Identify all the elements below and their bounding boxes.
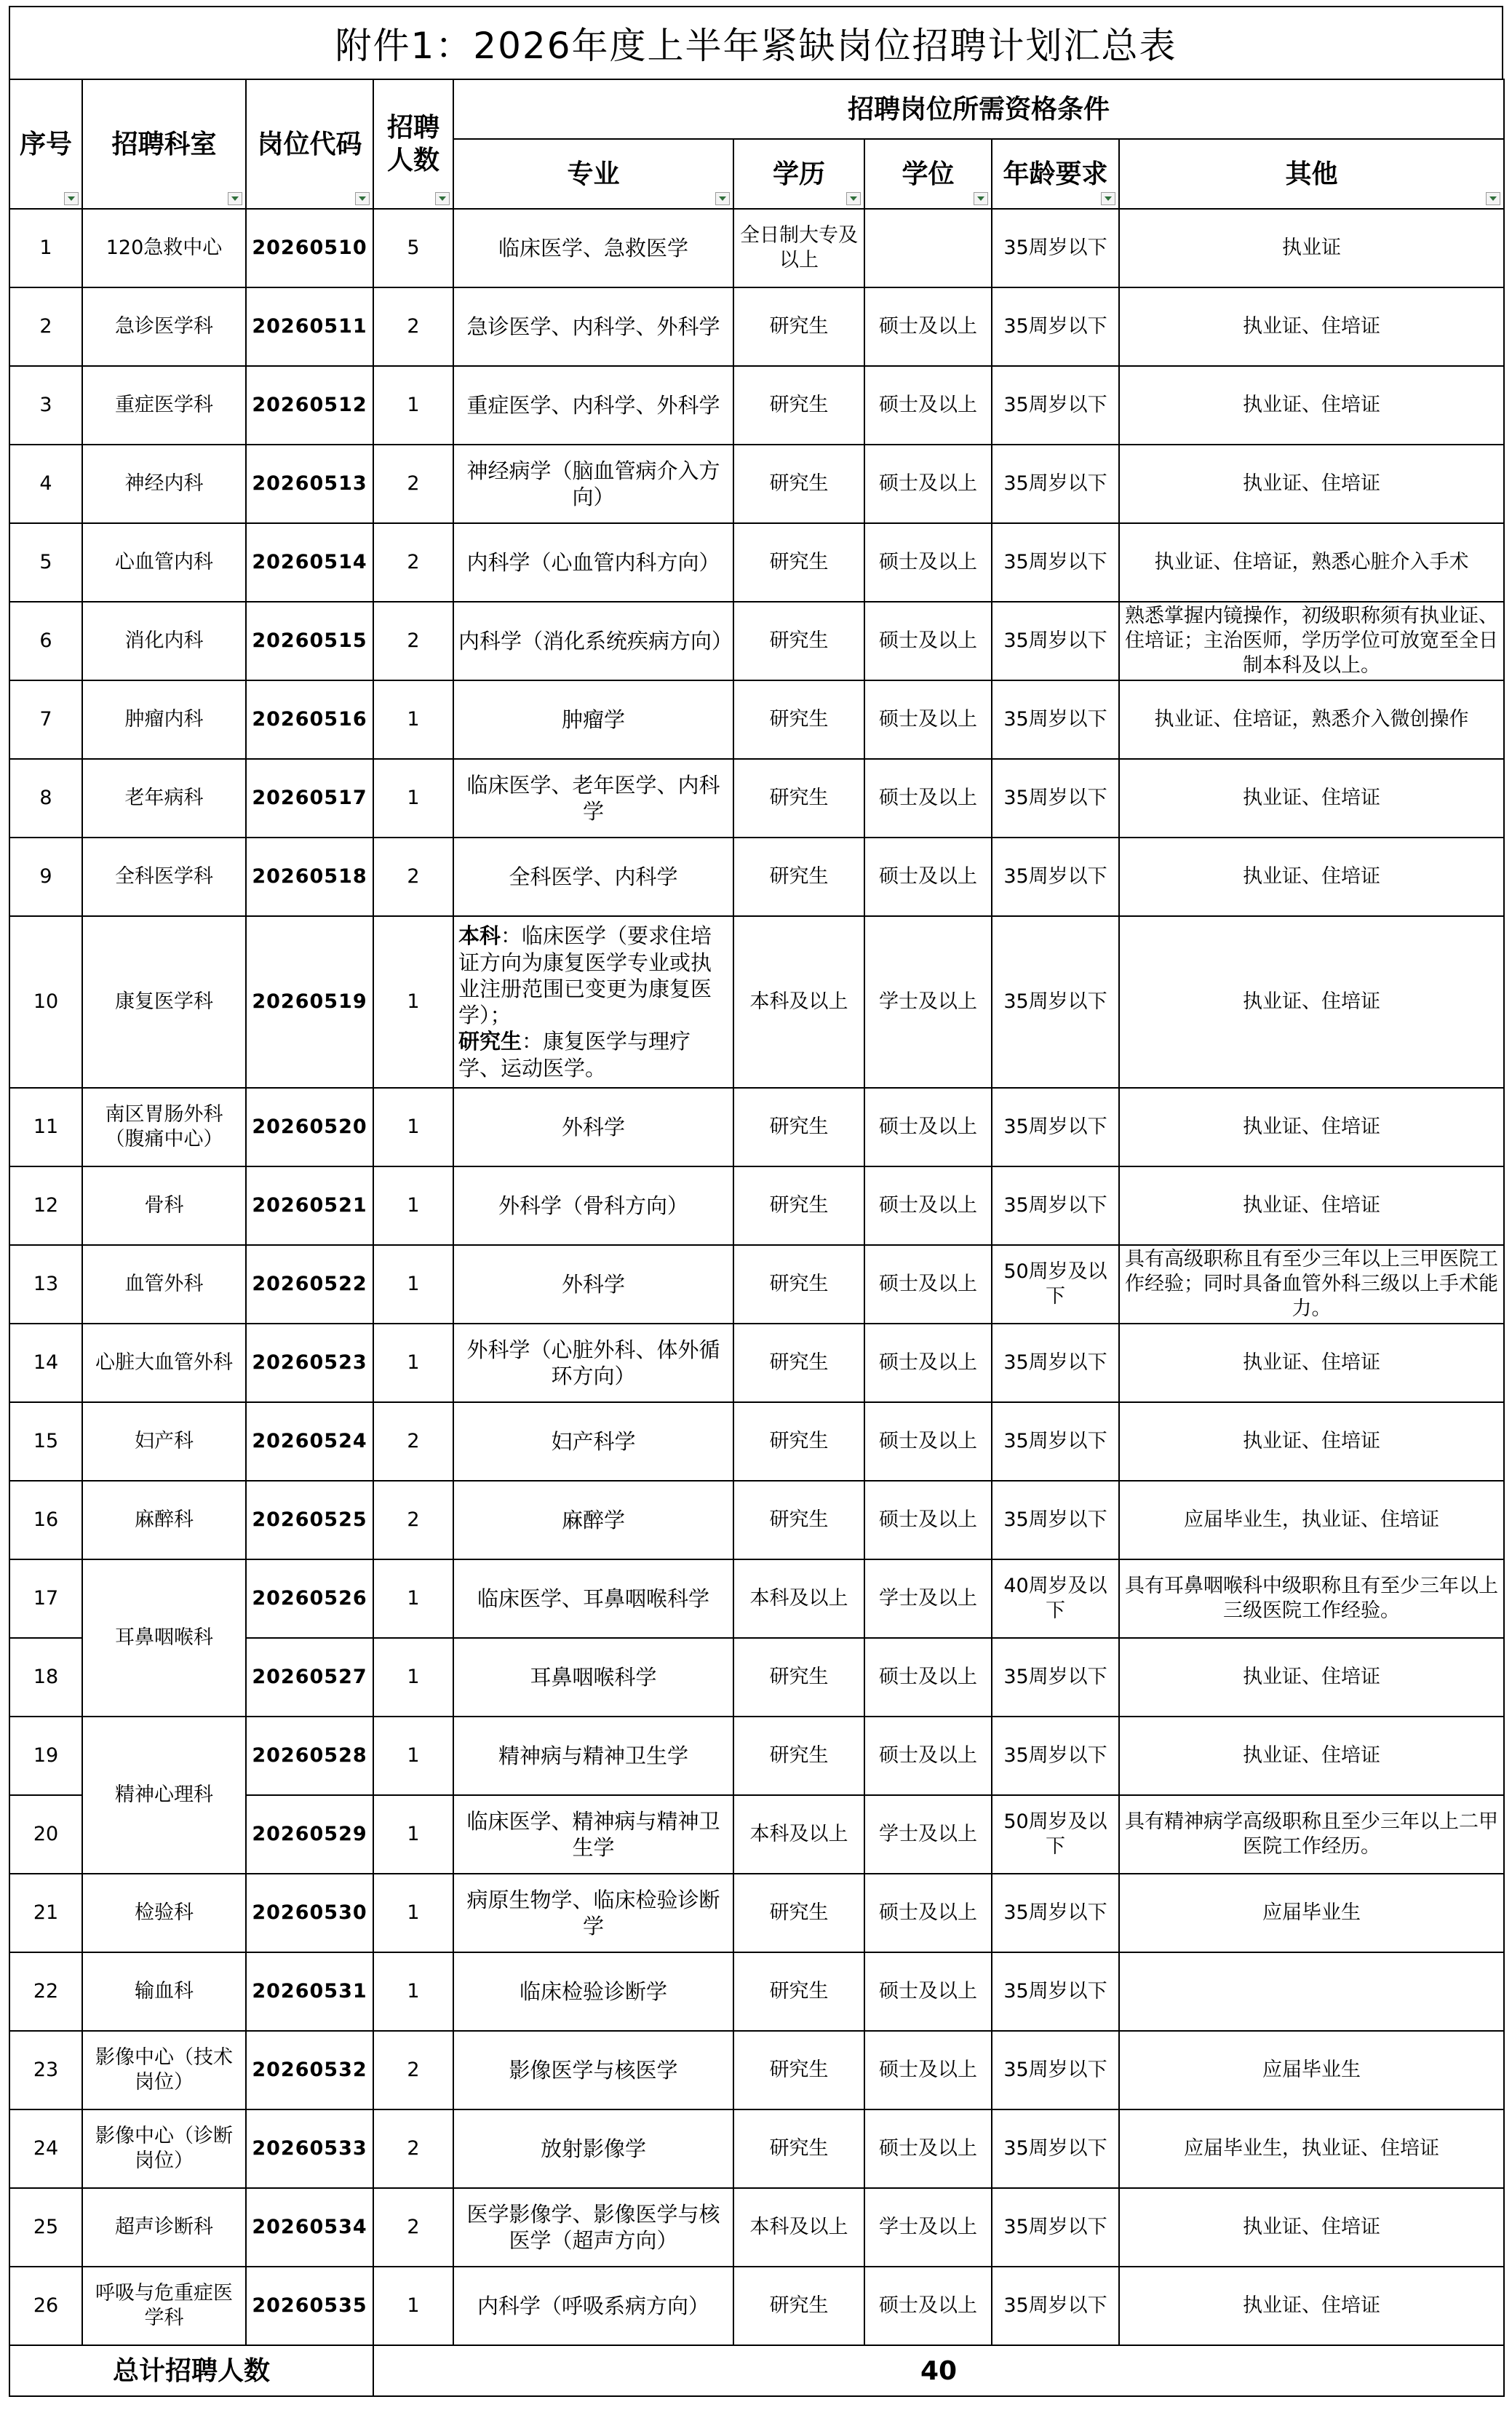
cell-age: 35周岁以下: [992, 1324, 1119, 1402]
cell-dept: 南区胃肠外科（腹痛中心）: [82, 1088, 246, 1166]
cell-degree: 硕士及以上: [864, 1402, 992, 1481]
cell-dept: 消化内科: [82, 602, 246, 680]
header-dept[interactable]: 招聘科室: [82, 79, 246, 209]
cell-degree: 硕士及以上: [864, 759, 992, 838]
cell-major: 放射影像学: [453, 2109, 733, 2188]
cell-degree: 学士及以上: [864, 916, 992, 1088]
cell-age: 35周岁以下: [992, 523, 1119, 602]
major-label-postgrad: 研究生: [458, 1029, 522, 1054]
cell-other: 执业证、住培证: [1119, 1638, 1504, 1717]
cell-dept: 120急救中心: [82, 209, 246, 287]
table-row: [9, 1874, 1504, 1952]
cell-dept: 妇产科: [82, 1402, 246, 1481]
cell-age: 35周岁以下: [992, 1088, 1119, 1166]
header-education[interactable]: 学历: [733, 139, 864, 209]
table-row: [9, 1481, 1504, 1559]
table-row: [9, 916, 1504, 1088]
cell-education: 研究生: [733, 1324, 864, 1402]
cell-age: 35周岁以下: [992, 366, 1119, 445]
cell-count: 2: [373, 1402, 453, 1481]
cell-age: 35周岁以下: [992, 287, 1119, 366]
cell-code: 20260522: [246, 1245, 373, 1324]
cell-other: 执业证、住培证: [1119, 1402, 1504, 1481]
cell-major: 医学影像学、影像医学与核医学（超声方向）: [453, 2188, 733, 2267]
filter-dropdown-icon[interactable]: [846, 192, 861, 205]
cell-other: 执业证、住培证: [1119, 1717, 1504, 1795]
cell-count: 2: [373, 602, 453, 680]
table-row: [9, 445, 1504, 523]
header-seq[interactable]: 序号: [9, 79, 82, 209]
cell-major: 临床医学、老年医学、内科学: [453, 759, 733, 838]
cell-major: 急诊医学、内科学、外科学: [453, 287, 733, 366]
cell-age: 50周岁及以下: [992, 1795, 1119, 1874]
table-row: [9, 1324, 1504, 1402]
cell-degree: 硕士及以上: [864, 1717, 992, 1795]
cell-code: 20260526: [246, 1559, 373, 1638]
cell-education: 研究生: [733, 1717, 864, 1795]
cell-other: 应届毕业生: [1119, 2031, 1504, 2109]
cell-seq: 24: [9, 2109, 82, 2188]
cell-count: 1: [373, 1795, 453, 1874]
cell-dept: 影像中心（诊断岗位）: [82, 2109, 246, 2188]
cell-other: 应届毕业生，执业证、住培证: [1119, 1481, 1504, 1559]
cell-degree: 硕士及以上: [864, 1481, 992, 1559]
cell-education: 本科及以上: [733, 2188, 864, 2267]
cell-count: 2: [373, 2031, 453, 2109]
cell-age: 35周岁以下: [992, 2031, 1119, 2109]
cell-code: 20260532: [246, 2031, 373, 2109]
cell-degree: 硕士及以上: [864, 1952, 992, 2031]
cell-major: 外科学: [453, 1088, 733, 1166]
cell-education: 本科及以上: [733, 916, 864, 1088]
cell-count: 2: [373, 2188, 453, 2267]
cell-seq: 1: [9, 209, 82, 287]
cell-degree: 硕士及以上: [864, 1638, 992, 1717]
cell-count: 1: [373, 916, 453, 1088]
cell-dept: 血管外科: [82, 1245, 246, 1324]
cell-degree: 学士及以上: [864, 2188, 992, 2267]
cell-dept: 影像中心（技术岗位）: [82, 2031, 246, 2109]
header-other[interactable]: 其他: [1119, 139, 1504, 209]
table-row: [9, 1166, 1504, 1245]
cell-dept: 重症医学科: [82, 366, 246, 445]
cell-code: 20260524: [246, 1402, 373, 1481]
cell-major: 临床医学、耳鼻咽喉科学: [453, 1559, 733, 1638]
cell-seq: 9: [9, 838, 82, 916]
cell-education: 研究生: [733, 1481, 864, 1559]
cell-education: 研究生: [733, 445, 864, 523]
cell-count: 2: [373, 1481, 453, 1559]
cell-count: 1: [373, 366, 453, 445]
cell-seq: 7: [9, 680, 82, 759]
cell-other: 执业证、住培证: [1119, 366, 1504, 445]
cell-code: 20260534: [246, 2188, 373, 2267]
cell-degree: 硕士及以上: [864, 2109, 992, 2188]
cell-age: 35周岁以下: [992, 1481, 1119, 1559]
total-label: 总计招聘人数: [9, 2345, 373, 2396]
cell-other: 执业证、住培证，熟悉介入微创操作: [1119, 680, 1504, 759]
cell-count: 2: [373, 2109, 453, 2188]
cell-age: 35周岁以下: [992, 1717, 1119, 1795]
cell-seq: 25: [9, 2188, 82, 2267]
filter-dropdown-icon[interactable]: [715, 192, 730, 205]
cell-major: 神经病学（脑血管病介入方向）: [453, 445, 733, 523]
cell-seq: 10: [9, 916, 82, 1088]
filter-dropdown-icon[interactable]: [435, 192, 450, 205]
cell-other: 执业证、住培证: [1119, 1088, 1504, 1166]
cell-count: 2: [373, 287, 453, 366]
major-text-postgrad: ：康复医学与理疗学、运动医学。: [458, 1029, 691, 1081]
cell-age: 35周岁以下: [992, 1402, 1119, 1481]
cell-dept: 骨科: [82, 1166, 246, 1245]
cell-major: 临床医学、急救医学: [453, 209, 733, 287]
cell-seq: 20: [9, 1795, 82, 1874]
cell-age: 35周岁以下: [992, 680, 1119, 759]
cell-degree: 硕士及以上: [864, 1874, 992, 1952]
cell-count: 2: [373, 838, 453, 916]
cell-major: [453, 916, 733, 1088]
cell-degree: 硕士及以上: [864, 1166, 992, 1245]
cell-education: 研究生: [733, 1088, 864, 1166]
cell-code: 20260518: [246, 838, 373, 916]
cell-code: 20260529: [246, 1795, 373, 1874]
cell-seq: 3: [9, 366, 82, 445]
cell-degree: 硕士及以上: [864, 445, 992, 523]
cell-dept: 检验科: [82, 1874, 246, 1952]
cell-age: 35周岁以下: [992, 445, 1119, 523]
header-count[interactable]: 招聘人数: [373, 79, 453, 209]
cell-education: 研究生: [733, 2109, 864, 2188]
cell-major: 精神病与精神卫生学: [453, 1717, 733, 1795]
cell-code: 20260531: [246, 1952, 373, 2031]
cell-education: 研究生: [733, 1952, 864, 2031]
table-row: [9, 1088, 1504, 1166]
sheet-title: 附件1：2026年度上半年紧缺岗位招聘计划汇总表: [9, 6, 1503, 80]
cell-age: 40周岁及以下: [992, 1559, 1119, 1638]
cell-major: 影像医学与核医学: [453, 2031, 733, 2109]
cell-education: 研究生: [733, 2031, 864, 2109]
cell-education: 研究生: [733, 838, 864, 916]
cell-code: 20260533: [246, 2109, 373, 2188]
cell-seq: 2: [9, 287, 82, 366]
table-row: [9, 2031, 1504, 2109]
table-row: [9, 680, 1504, 759]
cell-degree: 硕士及以上: [864, 1324, 992, 1402]
table-row: [9, 366, 1504, 445]
cell-dept: 心脏大血管外科: [82, 1324, 246, 1402]
table-row: [9, 759, 1504, 838]
cell-seq: 26: [9, 2267, 82, 2345]
cell-education: 研究生: [733, 759, 864, 838]
cell-code: 20260512: [246, 366, 373, 445]
cell-age: 35周岁以下: [992, 209, 1119, 287]
cell-code: 20260511: [246, 287, 373, 366]
cell-other: 具有耳鼻咽喉科中级职称且有至少三年以上三级医院工作经验。: [1119, 1559, 1504, 1638]
table-row: [9, 209, 1504, 287]
cell-count: 1: [373, 1245, 453, 1324]
cell-major: 临床医学、精神病与精神卫生学: [453, 1795, 733, 1874]
cell-dept: 超声诊断科: [82, 2188, 246, 2267]
cell-code: 20260517: [246, 759, 373, 838]
cell-age: 35周岁以下: [992, 2267, 1119, 2345]
cell-education: 全日制大专及以上: [733, 209, 864, 287]
cell-age: 35周岁以下: [992, 916, 1119, 1088]
cell-other: 执业证、住培证: [1119, 1166, 1504, 1245]
table-row: [9, 1717, 1504, 1795]
cell-education: 研究生: [733, 1874, 864, 1952]
table-row: [9, 2188, 1504, 2267]
cell-age: 50周岁及以下: [992, 1245, 1119, 1324]
cell-count: 2: [373, 523, 453, 602]
cell-major: 妇产科学: [453, 1402, 733, 1481]
table-row: [9, 2109, 1504, 2188]
cell-degree: 硕士及以上: [864, 2031, 992, 2109]
cell-major: 病原生物学、临床检验诊断学: [453, 1874, 733, 1952]
header-major[interactable]: 专业: [453, 139, 733, 209]
header-code[interactable]: 岗位代码: [246, 79, 373, 209]
cell-code: 20260527: [246, 1638, 373, 1717]
cell-count: 1: [373, 1717, 453, 1795]
cell-count: 1: [373, 680, 453, 759]
cell-seq: 16: [9, 1481, 82, 1559]
header-age[interactable]: 年龄要求: [992, 139, 1119, 209]
table-row: [9, 1559, 1504, 1638]
cell-other: 应届毕业生，执业证、住培证: [1119, 2109, 1504, 2188]
cell-age: 35周岁以下: [992, 2188, 1119, 2267]
cell-education: 研究生: [733, 1166, 864, 1245]
cell-education: 研究生: [733, 1638, 864, 1717]
cell-other: 执业证、住培证: [1119, 759, 1504, 838]
cell-education: 本科及以上: [733, 1559, 864, 1638]
cell-degree: 硕士及以上: [864, 366, 992, 445]
major-text-undergrad: ：临床医学（要求住培证方向为康复医学专业或执业注册范围已变更为康复医学）；: [458, 923, 712, 1027]
major-label-undergrad: 本科: [458, 923, 501, 949]
cell-dept: 肿瘤内科: [82, 680, 246, 759]
cell-major: 重症医学、内科学、外科学: [453, 366, 733, 445]
cell-dept: 呼吸与危重症医学科: [82, 2267, 246, 2345]
cell-other: 执业证、住培证: [1119, 2267, 1504, 2345]
cell-seq: 12: [9, 1166, 82, 1245]
recruitment-table: [9, 79, 1505, 2397]
cell-code: 20260515: [246, 602, 373, 680]
header-degree[interactable]: 学位: [864, 139, 992, 209]
cell-code: 20260530: [246, 1874, 373, 1952]
cell-seq: 6: [9, 602, 82, 680]
cell-education: 研究生: [733, 602, 864, 680]
cell-education: 研究生: [733, 523, 864, 602]
cell-major: 内科学（消化系统疾病方向）: [453, 602, 733, 680]
cell-other: 执业证、住培证: [1119, 838, 1504, 916]
filter-dropdown-icon[interactable]: [1101, 192, 1115, 205]
cell-seq: 14: [9, 1324, 82, 1402]
cell-other: 执业证: [1119, 209, 1504, 287]
cell-degree: 硕士及以上: [864, 523, 992, 602]
cell-degree: 学士及以上: [864, 1795, 992, 1874]
cell-education: 研究生: [733, 680, 864, 759]
cell-seq: 13: [9, 1245, 82, 1324]
filter-dropdown-icon[interactable]: [1486, 192, 1500, 205]
cell-major: 内科学（呼吸系病方向）: [453, 2267, 733, 2345]
cell-code: 20260514: [246, 523, 373, 602]
cell-education: 研究生: [733, 287, 864, 366]
cell-count: 1: [373, 1324, 453, 1402]
cell-seq: 8: [9, 759, 82, 838]
cell-education: 研究生: [733, 1245, 864, 1324]
cell-seq: 5: [9, 523, 82, 602]
total-value: 40: [373, 2345, 1504, 2396]
cell-code: 20260520: [246, 1088, 373, 1166]
cell-other: 应届毕业生: [1119, 1874, 1504, 1952]
cell-other: 熟悉掌握内镜操作，初级职称须有执业证、住培证；主治医师，学历学位可放宽至全日制本科及以上。: [1119, 602, 1504, 680]
cell-other: 执业证、住培证: [1119, 1324, 1504, 1402]
cell-dept: 老年病科: [82, 759, 246, 838]
cell-education: 研究生: [733, 2267, 864, 2345]
cell-code: 20260513: [246, 445, 373, 523]
cell-code: 20260528: [246, 1717, 373, 1795]
cell-major: 临床检验诊断学: [453, 1952, 733, 2031]
cell-count: 1: [373, 759, 453, 838]
cell-major: 内科学（心血管内科方向）: [453, 523, 733, 602]
cell-major: 肿瘤学: [453, 680, 733, 759]
table-row: [9, 602, 1504, 680]
cell-count: 5: [373, 209, 453, 287]
cell-count: 1: [373, 1166, 453, 1245]
cell-age: 35周岁以下: [992, 1166, 1119, 1245]
cell-seq: 18: [9, 1638, 82, 1717]
cell-major: 耳鼻咽喉科学: [453, 1638, 733, 1717]
table-row: [9, 287, 1504, 366]
cell-dept: 精神心理科: [82, 1717, 246, 1874]
cell-major: 外科学（心脏外科、体外循环方向）: [453, 1324, 733, 1402]
cell-dept: 心血管内科: [82, 523, 246, 602]
cell-age: 35周岁以下: [992, 838, 1119, 916]
cell-other: 具有高级职称且有至少三年以上三甲医院工作经验；同时具备血管外科三级以上手术能力。: [1119, 1245, 1504, 1324]
cell-major: 全科医学、内科学: [453, 838, 733, 916]
cell-age: 35周岁以下: [992, 1874, 1119, 1952]
cell-degree: 硕士及以上: [864, 1088, 992, 1166]
total-row: [9, 2345, 1504, 2396]
cell-major: 外科学（骨科方向）: [453, 1166, 733, 1245]
cell-seq: 17: [9, 1559, 82, 1638]
cell-education: 研究生: [733, 1402, 864, 1481]
cell-count: 2: [373, 445, 453, 523]
cell-code: 20260510: [246, 209, 373, 287]
cell-degree: 硕士及以上: [864, 287, 992, 366]
cell-dept: 麻醉科: [82, 1481, 246, 1559]
cell-degree: [864, 209, 992, 287]
cell-age: 35周岁以下: [992, 2109, 1119, 2188]
table-row: [9, 2267, 1504, 2345]
recruitment-sheet: [9, 6, 1503, 2404]
cell-count: 1: [373, 1638, 453, 1717]
cell-dept: 耳鼻咽喉科: [82, 1559, 246, 1717]
cell-count: 1: [373, 1952, 453, 2031]
cell-seq: 22: [9, 1952, 82, 2031]
filter-dropdown-icon[interactable]: [64, 192, 79, 205]
filter-dropdown-icon[interactable]: [228, 192, 242, 205]
cell-major: 外科学: [453, 1245, 733, 1324]
filter-dropdown-icon[interactable]: [974, 192, 988, 205]
cell-dept: 全科医学科: [82, 838, 246, 916]
table-row: [9, 1245, 1504, 1324]
cell-code: 20260523: [246, 1324, 373, 1402]
cell-dept: 神经内科: [82, 445, 246, 523]
cell-degree: 硕士及以上: [864, 1245, 992, 1324]
cell-code: 20260535: [246, 2267, 373, 2345]
cell-major: 麻醉学: [453, 1481, 733, 1559]
cell-count: 1: [373, 1874, 453, 1952]
cell-dept: 输血科: [82, 1952, 246, 2031]
cell-age: 35周岁以下: [992, 602, 1119, 680]
header-qualifications-group: 招聘岗位所需资格条件: [453, 79, 1504, 139]
cell-other: 执业证、住培证: [1119, 287, 1504, 366]
cell-code: 20260519: [246, 916, 373, 1088]
cell-age: 35周岁以下: [992, 1638, 1119, 1717]
table-row: [9, 523, 1504, 602]
cell-seq: 4: [9, 445, 82, 523]
cell-degree: 学士及以上: [864, 1559, 992, 1638]
cell-seq: 23: [9, 2031, 82, 2109]
table-row: [9, 1402, 1504, 1481]
cell-other: 执业证、住培证: [1119, 916, 1504, 1088]
cell-code: 20260521: [246, 1166, 373, 1245]
cell-seq: 15: [9, 1402, 82, 1481]
cell-dept: 急诊医学科: [82, 287, 246, 366]
cell-count: 1: [373, 2267, 453, 2345]
cell-code: 20260516: [246, 680, 373, 759]
filter-dropdown-icon[interactable]: [355, 192, 370, 205]
cell-count: 1: [373, 1559, 453, 1638]
table-row: [9, 838, 1504, 916]
cell-education: 研究生: [733, 366, 864, 445]
cell-other: 执业证、住培证: [1119, 2188, 1504, 2267]
cell-seq: 11: [9, 1088, 82, 1166]
table-row: [9, 1952, 1504, 2031]
cell-other: [1119, 1952, 1504, 2031]
cell-degree: 硕士及以上: [864, 602, 992, 680]
cell-code: 20260525: [246, 1481, 373, 1559]
cell-seq: 19: [9, 1717, 82, 1795]
cell-degree: 硕士及以上: [864, 838, 992, 916]
cell-other: 执业证、住培证: [1119, 445, 1504, 523]
cell-count: 1: [373, 1088, 453, 1166]
cell-other: 具有精神病学高级职称且至少三年以上二甲医院工作经历。: [1119, 1795, 1504, 1874]
cell-dept: 康复医学科: [82, 916, 246, 1088]
cell-degree: 硕士及以上: [864, 2267, 992, 2345]
cell-other: 执业证、住培证，熟悉心脏介入手术: [1119, 523, 1504, 602]
cell-age: 35周岁以下: [992, 759, 1119, 838]
cell-education: 本科及以上: [733, 1795, 864, 1874]
cell-seq: 21: [9, 1874, 82, 1952]
cell-degree: 硕士及以上: [864, 680, 992, 759]
cell-age: 35周岁以下: [992, 1952, 1119, 2031]
